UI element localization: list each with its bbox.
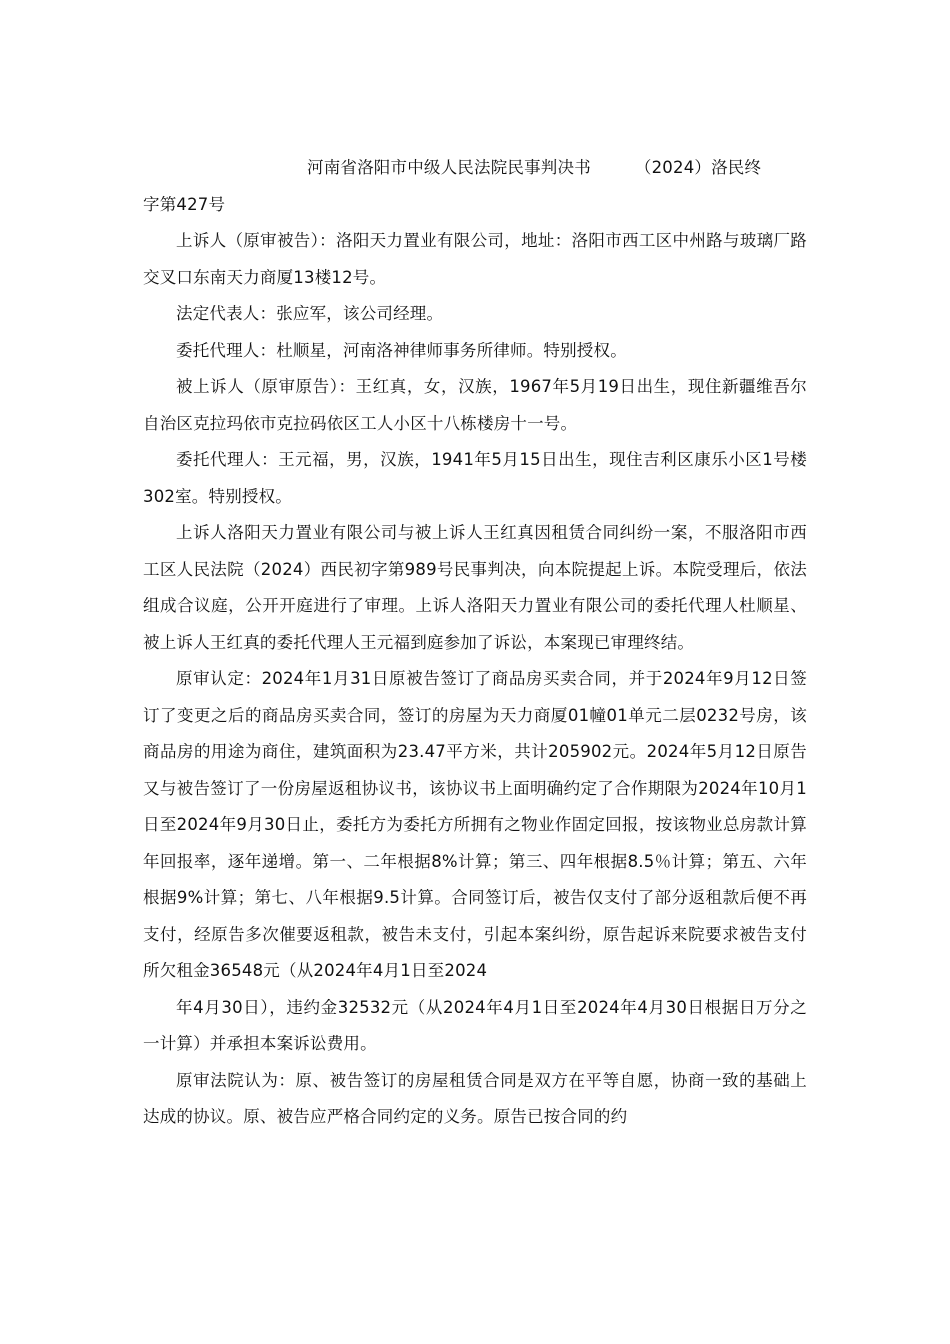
- paragraph-original-findings: 原审认定：2024年1月31日原被告签订了商品房买卖合同，并于2024年9月12日签订了变更之后的商品房买卖合同，签订的房屋为天力商厦01幢01单元二层0232号房，该商品房的用途为商住，建筑面积为23.47平方米，共计205902元。2024年5月12日原告又与被告签订了一份房屋返租协议书，该协议书上面明确约定了合作期限为2024年10月1日至2024年9月30日止，委托方为委托方所拥有之物业作固定回报，按该物业总房款计算年回报率，逐年递增。第一、二年根据8%计算；第三、四年根据8.5％计算；第五、六年根据9%计算；第七、八年根据9.5计算。合同签订后，被告仅支付了部分返租款后便不再支付，经原告多次催要返租款，被告未支付，引起本案纠纷，原告起诉来院要求被告支付所欠租金36548元（从2024年4月1日至2024: [143, 669, 807, 980]
- paragraph-legal-representative: 法定代表人：张应军，该公司经理。: [176, 304, 444, 323]
- document-header: [143, 150, 807, 187]
- paragraph-original-findings-continued: 年4月30日），违约金32532元（从2024年4月1日至2024年4月30日根据日万分之一计算）并承担本案诉讼费用。: [143, 997, 807, 1053]
- document-body: [143, 150, 807, 1136]
- paragraph-original-court-opinion: 原审法院认为：原、被告签订的房屋租赁合同是双方在平等自愿，协商一致的基础上达成的协议。原、被告应严格合同约定的义务。原告已按合同的约: [143, 1070, 807, 1126]
- case-number-part2: 字第427号: [143, 194, 226, 214]
- case-number-part1: （2024）洛民终: [634, 158, 762, 177]
- paragraph-appellee: 被上诉人（原审原告）：王红真，女，汉族，1967年5月19日出生，现住新疆维吾尔自治区克拉玛依市克拉码依区工人小区十八栋楼房十一号。: [143, 377, 807, 433]
- court-title: 河南省洛阳市中级人民法院民事判决书: [307, 158, 591, 177]
- paragraph-appellee-agent: 委托代理人：王元福，男，汉族，1941年5月15日出生，现住吉利区康乐小区1号楼302室。特别授权。: [143, 450, 807, 506]
- paragraph-case-summary: 上诉人洛阳天力置业有限公司与被上诉人王红真因租赁合同纠纷一案，不服洛阳市西工区人民法院（2024）西民初字第989号民事判决，向本院提起上诉。本院受理后，依法组成合议庭，公开开庭进行了审理。上诉人洛阳天力置业有限公司的委托代理人杜顺星、被上诉人王红真的委托代理人王元福到庭参加了诉讼，本案现已审理终结。: [143, 523, 807, 652]
- paragraph-appellant: 上诉人（原审被告）：洛阳天力置业有限公司，地址：洛阳市西工区中州路与玻璃厂路交叉口东南天力商厦13楼12号。: [143, 231, 807, 287]
- paragraph-appellant-agent: 委托代理人：杜顺星，河南洛神律师事务所律师。特别授权。: [176, 340, 627, 360]
